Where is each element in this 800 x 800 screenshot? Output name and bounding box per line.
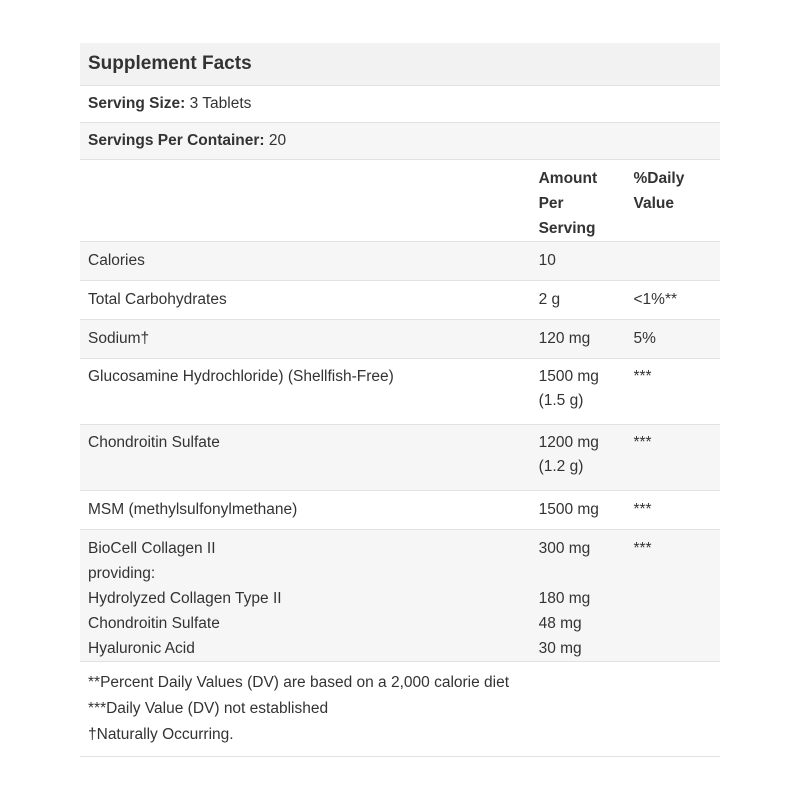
facts-header-row bbox=[80, 43, 720, 86]
nutrient-daily-value: *** bbox=[625, 359, 720, 425]
amount-line: (1.5 g) bbox=[538, 392, 584, 409]
name-line: Hydrolyzed Collagen Type II bbox=[88, 590, 282, 607]
name-line: Chondroitin Sulfate bbox=[88, 615, 220, 632]
nutrient-daily-value: *** bbox=[625, 425, 720, 491]
name-line: Hyaluronic Acid bbox=[88, 640, 195, 657]
nutrient-daily-value: 5% bbox=[625, 320, 720, 359]
serving-size-value: 3 Tablets bbox=[189, 95, 252, 112]
amount-header-line: Per bbox=[538, 195, 564, 212]
name-line: providing: bbox=[88, 565, 156, 582]
servings-per-container bbox=[80, 123, 720, 160]
nutrient-amount: 1500 mg bbox=[531, 491, 626, 530]
nutrient-amount: 10 bbox=[531, 242, 626, 281]
nutrient-name: Calories bbox=[80, 242, 531, 281]
amount-line: (1.2 g) bbox=[538, 458, 584, 475]
amount-line: 300 mg bbox=[538, 540, 591, 557]
nutrient-amount bbox=[531, 530, 626, 662]
servings-per-container-value: 20 bbox=[268, 132, 287, 149]
name-line: BioCell Collagen II bbox=[88, 540, 216, 557]
nutrient-name: Total Carbohydrates bbox=[80, 281, 531, 320]
nutrient-name bbox=[80, 530, 531, 662]
footnotes bbox=[80, 662, 720, 757]
amount-line: 180 mg bbox=[538, 590, 591, 607]
amount-line: 48 mg bbox=[538, 615, 582, 632]
nutrient-amount bbox=[531, 359, 626, 425]
footnote: ***Daily Value (DV) not established bbox=[88, 700, 329, 717]
footnotes-row bbox=[80, 662, 720, 757]
amount-column-header bbox=[531, 160, 626, 242]
footnote: **Percent Daily Values (DV) are based on a 2,000 calorie diet bbox=[88, 674, 510, 691]
nutrient-daily-value: *** bbox=[625, 491, 720, 530]
facts-title: Supplement Facts bbox=[80, 43, 720, 86]
nutrient-row-sodium bbox=[80, 320, 720, 359]
supplement-facts-table bbox=[80, 43, 720, 757]
nutrient-row-calories bbox=[80, 242, 720, 281]
serving-size-label: Serving Size: bbox=[88, 95, 186, 112]
nutrient-daily-value: *** bbox=[625, 530, 720, 662]
daily-value-column-header bbox=[625, 160, 720, 242]
dv-header-line: %Daily bbox=[633, 170, 685, 187]
serving-size bbox=[80, 86, 720, 123]
amount-header-line: Serving bbox=[538, 220, 596, 237]
servings-per-container-row bbox=[80, 123, 720, 160]
nutrient-daily-value bbox=[625, 242, 720, 281]
amount-line: 1200 mg bbox=[538, 434, 599, 451]
amount-line: 1500 mg bbox=[538, 368, 599, 385]
amount-line: 30 mg bbox=[538, 640, 582, 657]
nutrient-column-header bbox=[80, 160, 531, 242]
servings-per-container-label: Servings Per Container: bbox=[88, 132, 265, 149]
nutrient-row-total-carbohydrates bbox=[80, 281, 720, 320]
nutrient-row-chondroitin bbox=[80, 425, 720, 491]
dv-header-line: Value bbox=[633, 195, 674, 212]
nutrient-name: MSM (methylsulfonylmethane) bbox=[80, 491, 531, 530]
amount-line bbox=[539, 561, 618, 586]
nutrient-row-glucosamine bbox=[80, 359, 720, 425]
nutrient-amount: 2 g bbox=[531, 281, 626, 320]
footnote: †Naturally Occurring. bbox=[88, 726, 234, 743]
nutrient-name: Glucosamine Hydrochloride) (Shellfish-Free) bbox=[80, 359, 531, 425]
nutrient-daily-value: <1%** bbox=[625, 281, 720, 320]
nutrient-amount: 120 mg bbox=[531, 320, 626, 359]
column-header-row bbox=[80, 160, 720, 242]
serving-size-row bbox=[80, 86, 720, 123]
nutrient-name: Chondroitin Sulfate bbox=[80, 425, 531, 491]
nutrient-row-msm bbox=[80, 491, 720, 530]
amount-header-line: Amount bbox=[538, 170, 598, 187]
nutrient-amount bbox=[531, 425, 626, 491]
nutrient-name: Sodium† bbox=[80, 320, 531, 359]
nutrient-row-biocell-collagen bbox=[80, 530, 720, 662]
